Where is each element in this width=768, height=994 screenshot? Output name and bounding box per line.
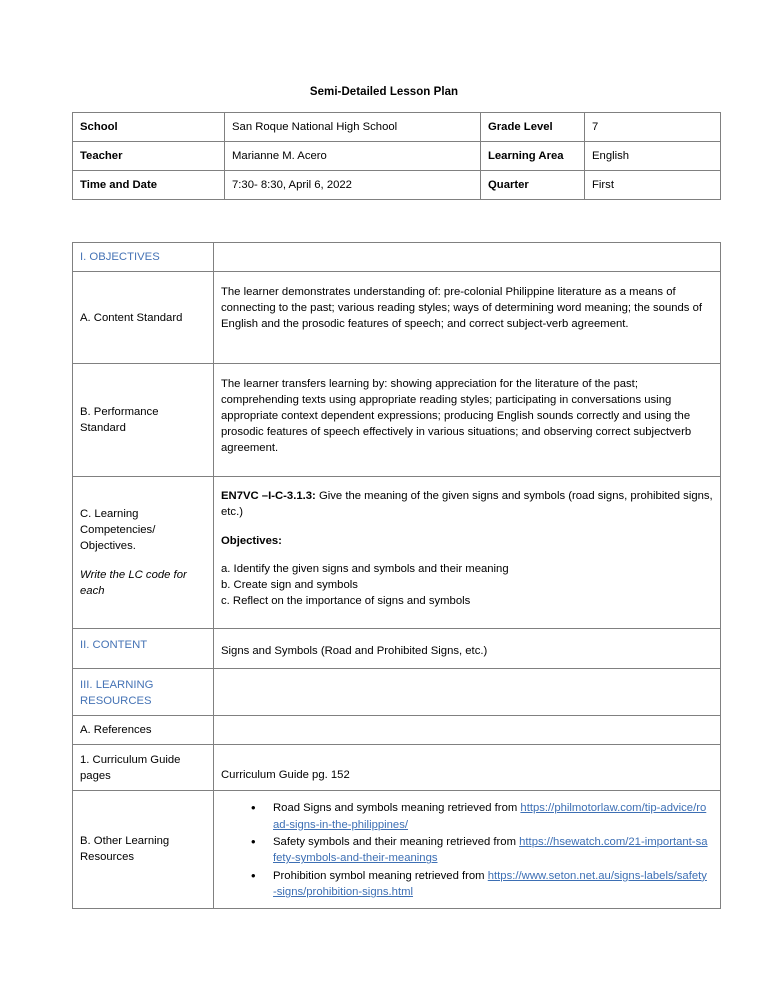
cell-other-learning-resources xyxy=(214,791,721,908)
label-competencies-text: C. Learning Competencies/ Objectives. xyxy=(80,508,156,553)
resource-link[interactable]: https://hsewatch.com/21-important-safety-symbols-and-their-meanings xyxy=(273,836,708,865)
list-item: b. Create sign and symbols xyxy=(221,579,358,592)
row-references xyxy=(73,716,721,745)
list-item: c. Reflect on the importance of signs and symbols xyxy=(221,595,471,608)
label-learning-competencies xyxy=(73,477,214,629)
row-performance-standard xyxy=(73,364,721,477)
info-label-time-and-date: Time and Date xyxy=(73,171,225,200)
info-label-school: School xyxy=(73,113,225,142)
row-learning-resources xyxy=(73,669,721,716)
objectives-list xyxy=(221,561,714,609)
info-label-grade-level: Grade Level xyxy=(481,113,585,142)
info-value-grade-level: 7 xyxy=(585,113,721,142)
info-label-teacher: Teacher xyxy=(73,142,225,171)
resource-text: Prohibition symbol meaning retrieved from xyxy=(273,869,488,882)
section-heading-learning-resources: III. LEARNING RESOURCES xyxy=(73,669,214,716)
resource-link[interactable]: https://philmotorlaw.com/tip-advice/road-signs-in-the-philippines/ xyxy=(273,802,707,831)
competency-statement xyxy=(221,488,714,520)
learning-resources-blank xyxy=(214,669,721,716)
row-other-learning-resources xyxy=(73,791,721,908)
label-competencies-note: Write the LC code for each xyxy=(80,569,187,598)
info-value-school: San Roque National High School xyxy=(225,113,481,142)
label-other-learning-resources: B. Other Learning Resources xyxy=(73,791,214,908)
cell-learning-competencies xyxy=(214,477,721,629)
competency-description: Give the meaning of the given signs and symbols (road signs, prohibited signs, etc.) xyxy=(221,490,713,519)
label-references: A. References xyxy=(73,716,214,745)
value-references xyxy=(214,716,721,745)
info-value-quarter: First xyxy=(585,171,721,200)
other-resources-list xyxy=(221,800,710,900)
row-content-standard xyxy=(73,272,721,364)
label-curriculum-guide-pages: 1. Curriculum Guide pages xyxy=(73,745,214,791)
text-content-value: Signs and Symbols (Road and Prohibited Signs, etc.) xyxy=(214,629,721,669)
label-content-standard: A. Content Standard xyxy=(73,272,214,364)
row-objectives-heading xyxy=(73,243,721,272)
info-value-learning-area: English xyxy=(585,142,721,171)
section-heading-content: II. CONTENT xyxy=(73,629,214,669)
value-curriculum-guide-pages: Curriculum Guide pg. 152 xyxy=(214,745,721,791)
label-performance-standard: B. Performance Standard xyxy=(73,364,214,477)
list-item: a. Identify the given signs and symbols and their meaning xyxy=(221,563,509,576)
document-title: Semi-Detailed Lesson Plan xyxy=(309,86,459,98)
resource-text: Safety symbols and their meaning retrieved from xyxy=(273,836,520,849)
table-row xyxy=(73,142,721,171)
info-value-time-and-date: 7:30- 8:30, April 6, 2022 xyxy=(225,171,481,200)
resource-text: Road Signs and symbols meaning retrieved from xyxy=(273,802,521,815)
list-item xyxy=(251,800,710,833)
row-content xyxy=(73,629,721,669)
list-item xyxy=(251,834,710,867)
info-label-learning-area: Learning Area xyxy=(481,142,585,171)
row-curriculum-guide xyxy=(73,745,721,791)
objectives-sublabel: Objectives: xyxy=(221,535,282,548)
info-value-teacher: Marianne M. Acero xyxy=(225,142,481,171)
competency-code: EN7VC –I-C-3.1.3: xyxy=(221,490,316,503)
text-content-standard: The learner demonstrates understanding of: pre-colonial Philippine literature as a means of connecting to the past; various reading styles; ways of determining word meaning; the sounds of English and the prosodic features of speech; and correct subject-verb agreement. xyxy=(214,272,721,364)
lesson-plan-table xyxy=(72,242,721,908)
list-item xyxy=(251,868,710,901)
lesson-info-table xyxy=(72,112,721,200)
objectives-heading-blank xyxy=(214,243,721,272)
text-performance-standard: The learner transfers learning by: showing appreciation for the literature of the past; comprehending texts using appropriate reading styles; participating in conversations using appropriate context dependent expressions; producing English sounds correctly and using the prosodic features of speech effectively in various situations; and observing correct subjectverb agreement. xyxy=(214,364,721,477)
row-learning-competencies xyxy=(73,477,721,629)
resource-link[interactable]: https://www.seton.net.au/signs-labels/safety-signs/prohibition-signs.html xyxy=(273,869,707,899)
table-row xyxy=(73,113,721,142)
section-heading-objectives: I. OBJECTIVES xyxy=(73,243,214,272)
info-label-quarter: Quarter xyxy=(481,171,585,200)
table-row xyxy=(73,171,721,200)
